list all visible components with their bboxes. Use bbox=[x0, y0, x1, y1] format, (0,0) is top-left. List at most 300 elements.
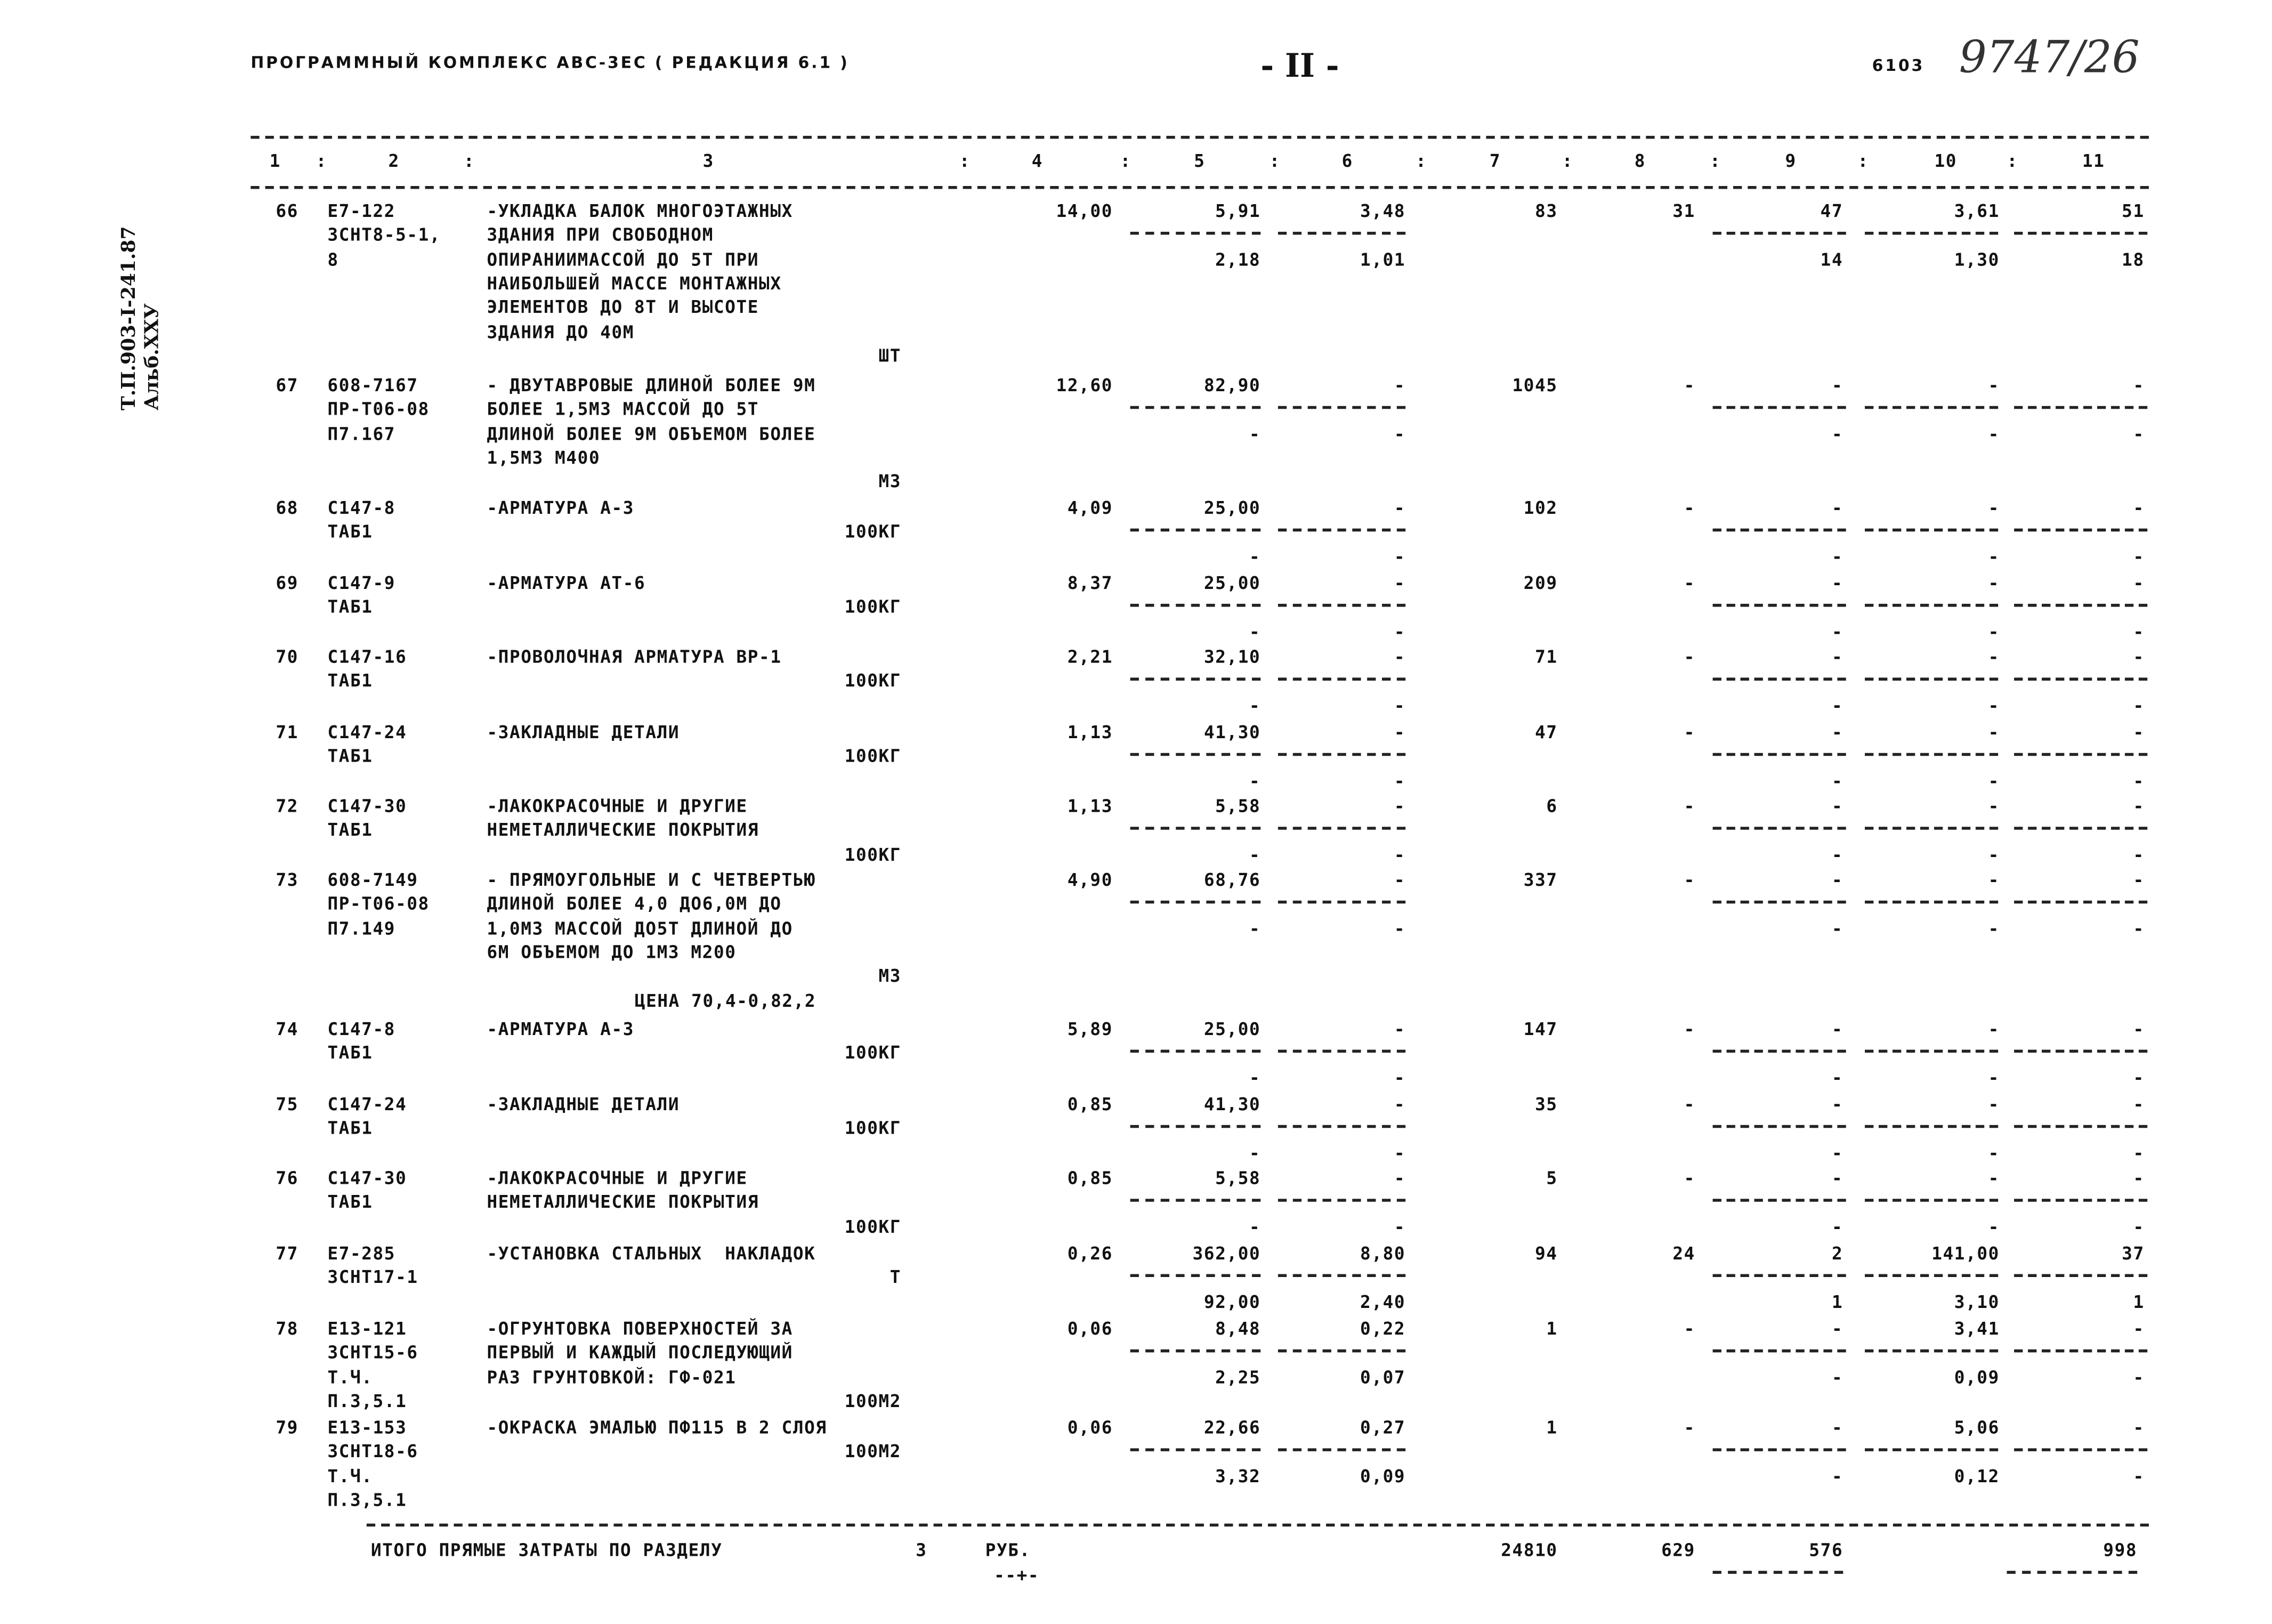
row-col9-rule bbox=[1713, 232, 1846, 236]
row-col5-top: 25,00 bbox=[1203, 497, 1261, 519]
row-col9-top: - bbox=[1831, 869, 1844, 891]
row-col9-rule bbox=[1713, 1350, 1846, 1353]
row-col11-top: - bbox=[2133, 1318, 2145, 1339]
row-col10-bottom: 1,30 bbox=[1954, 249, 2000, 270]
row-col5-top: 362,00 bbox=[1192, 1243, 1261, 1264]
row-unit: 100КГ bbox=[844, 1216, 902, 1237]
row-col11-top: - bbox=[2133, 1168, 2145, 1189]
row-number: 68 bbox=[276, 497, 299, 519]
row-col5-top: 25,00 bbox=[1203, 572, 1261, 594]
row-col7: 337 bbox=[1523, 869, 1558, 891]
row-description-line: ЭЛЕМЕНТОВ ДО 8Т И ВЫСОТЕ bbox=[487, 297, 759, 318]
column-separator: : bbox=[1120, 150, 1131, 172]
row-description-line: НЕМЕТАЛЛИЧЕСКИЕ ПОКРЫТИЯ bbox=[487, 1192, 759, 1213]
row-col10-bottom: - bbox=[1988, 1216, 2000, 1237]
row-unit: 100КГ bbox=[844, 521, 902, 543]
row-col5-bottom: - bbox=[1249, 844, 1261, 865]
row-col5-rule bbox=[1130, 1126, 1261, 1129]
total-col9-rule bbox=[1713, 1571, 1844, 1574]
row-col7: 6 bbox=[1546, 796, 1558, 817]
row-description-line: -УКЛАДКА БАЛОК МНОГОЭТАЖНЫХ bbox=[487, 200, 793, 222]
row-col10-rule bbox=[1865, 901, 1998, 904]
row-col9-top: - bbox=[1831, 1318, 1844, 1339]
row-code-line: Е7-285 bbox=[327, 1243, 396, 1264]
row-col9-bottom: - bbox=[1831, 1142, 1844, 1163]
row-col7: 94 bbox=[1535, 1243, 1558, 1264]
row-col6-bottom: - bbox=[1394, 770, 1406, 791]
row-col5-bottom: 92,00 bbox=[1203, 1291, 1261, 1312]
row-col6-bottom: - bbox=[1394, 545, 1406, 567]
row-col6-bottom: - bbox=[1394, 1142, 1406, 1163]
row-col5-top: 25,00 bbox=[1203, 1019, 1261, 1040]
row-col5-top: 5,91 bbox=[1215, 200, 1261, 222]
row-col9-top: - bbox=[1831, 1094, 1844, 1115]
row-number: 69 bbox=[276, 572, 299, 594]
row-col10-rule bbox=[1865, 1126, 1998, 1129]
row-code-line: 608-7149 bbox=[327, 869, 418, 891]
row-col5-rule bbox=[1130, 754, 1261, 757]
row-col5-bottom: - bbox=[1249, 1066, 1261, 1088]
row-code-line: Е13-121 bbox=[327, 1318, 407, 1339]
row-col6-rule bbox=[1278, 1126, 1405, 1129]
row-col11-top: - bbox=[2133, 1417, 2145, 1438]
row-col9-rule bbox=[1713, 604, 1846, 608]
total-unit-mark: --+- bbox=[994, 1565, 1040, 1586]
total-col7: 24810 bbox=[1501, 1540, 1558, 1561]
row-col9-top: - bbox=[1831, 375, 1844, 396]
row-col9-rule bbox=[1713, 754, 1846, 757]
row-description-line: 1,5М3 М400 bbox=[487, 447, 601, 468]
side-label-line2: Альб.XXУ bbox=[142, 303, 164, 411]
row-code-line: С147-24 bbox=[327, 1094, 407, 1115]
row-code-line: С147-8 bbox=[327, 497, 396, 519]
column-header-1: 1 bbox=[269, 150, 281, 172]
row-col10-rule bbox=[1865, 678, 1998, 681]
row-description-line: -УСТАНОВКА СТАЛЬНЫХ НАКЛАДОК bbox=[487, 1243, 816, 1264]
row-unit: 100КГ bbox=[844, 746, 902, 767]
row-col4: 0,06 bbox=[1067, 1417, 1113, 1438]
row-col5-rule bbox=[1130, 1199, 1261, 1202]
row-col10-bottom: - bbox=[1988, 545, 2000, 567]
row-col7: 35 bbox=[1535, 1094, 1558, 1115]
row-col6-bottom: 0,09 bbox=[1360, 1465, 1406, 1486]
column-header-9: 9 bbox=[1785, 150, 1797, 172]
column-separator: : bbox=[1269, 150, 1281, 172]
row-col5-top: 41,30 bbox=[1203, 1094, 1261, 1115]
row-col5-top: 5,58 bbox=[1215, 1168, 1261, 1189]
row-col9-top: 2 bbox=[1831, 1243, 1844, 1264]
row-col5-bottom: 2,25 bbox=[1215, 1366, 1261, 1387]
row-col5-bottom: - bbox=[1249, 621, 1261, 642]
row-col5-bottom: 3,32 bbox=[1215, 1465, 1261, 1486]
row-unit: М3 bbox=[878, 471, 902, 492]
row-col6-top: - bbox=[1394, 722, 1406, 743]
row-col10-rule bbox=[1865, 754, 1998, 757]
row-col11-top: - bbox=[2133, 375, 2145, 396]
document-code: 6103 bbox=[1872, 56, 1925, 76]
row-col7: 83 bbox=[1535, 200, 1558, 222]
row-code-line: Е7-122 bbox=[327, 200, 396, 222]
row-col9-bottom: - bbox=[1831, 545, 1844, 567]
row-col10-top: - bbox=[1988, 1094, 2000, 1115]
row-col8: - bbox=[1684, 1318, 1695, 1339]
row-col6-rule bbox=[1278, 1449, 1405, 1452]
row-col5-bottom: - bbox=[1249, 545, 1261, 567]
row-code-line: С147-16 bbox=[327, 647, 407, 668]
row-col10-bottom: - bbox=[1988, 1142, 2000, 1163]
row-col5-rule bbox=[1130, 1350, 1261, 1353]
row-col10-rule bbox=[1865, 827, 1998, 830]
row-col10-top: - bbox=[1988, 796, 2000, 817]
row-col8: 24 bbox=[1672, 1243, 1695, 1264]
row-col11-bottom: - bbox=[2133, 1142, 2145, 1163]
row-col9-top: - bbox=[1831, 796, 1844, 817]
row-col9-top: - bbox=[1831, 497, 1844, 519]
row-code-line: Т.Ч. bbox=[327, 1465, 373, 1486]
row-col11-bottom: 1 bbox=[2133, 1291, 2145, 1312]
row-description-line: 1,0М3 МАССОЙ ДО5Т ДЛИНОЙ ДО bbox=[487, 917, 793, 939]
row-col10-rule bbox=[1865, 1050, 1998, 1053]
row-col11-rule bbox=[2014, 604, 2147, 608]
total-col8: 629 bbox=[1661, 1540, 1695, 1561]
row-col11-bottom: - bbox=[2133, 545, 2145, 567]
column-header-2: 2 bbox=[388, 150, 400, 172]
row-col11-bottom: - bbox=[2133, 844, 2145, 865]
row-col8: - bbox=[1684, 869, 1695, 891]
row-col11-top: - bbox=[2133, 497, 2145, 519]
side-label bbox=[119, 226, 165, 410]
row-col6-top: - bbox=[1394, 497, 1406, 519]
row-col9-bottom: - bbox=[1831, 423, 1844, 444]
row-code-line: С147-24 bbox=[327, 722, 407, 743]
row-unit: 100КГ bbox=[844, 1118, 902, 1139]
row-col8: - bbox=[1684, 375, 1695, 396]
row-col8: - bbox=[1684, 1019, 1695, 1040]
row-col10-bottom: 0,09 bbox=[1954, 1366, 2000, 1387]
row-col5-rule bbox=[1130, 1449, 1261, 1452]
row-code-line: ТАБ1 bbox=[327, 820, 373, 841]
row-col4: 0,85 bbox=[1067, 1168, 1113, 1189]
row-description-line: - ПРЯМОУГОЛЬНЫЕ И С ЧЕТВЕРТЬЮ bbox=[487, 869, 816, 891]
row-col9-bottom: - bbox=[1831, 1366, 1844, 1387]
row-col7: 147 bbox=[1523, 1019, 1558, 1040]
row-col11-rule bbox=[2014, 1126, 2147, 1129]
row-unit: 100М2 bbox=[844, 1441, 902, 1463]
column-separator: : bbox=[959, 150, 971, 172]
row-col6-rule bbox=[1278, 827, 1405, 830]
row-description-line: 6М ОБЪЕМОМ ДО 1М3 М200 bbox=[487, 941, 737, 963]
row-col9-rule bbox=[1713, 1126, 1846, 1129]
row-col6-rule bbox=[1278, 754, 1405, 757]
row-col6-rule bbox=[1278, 604, 1405, 608]
row-col6-rule bbox=[1278, 678, 1405, 681]
row-col10-rule bbox=[1865, 1199, 1998, 1202]
row-col8: 31 bbox=[1672, 200, 1695, 222]
row-col6-top: 3,48 bbox=[1360, 200, 1406, 222]
column-separator: : bbox=[2007, 150, 2018, 172]
row-col6-top: 0,22 bbox=[1360, 1318, 1406, 1339]
row-col9-bottom: - bbox=[1831, 694, 1844, 716]
row-col5-top: 8,48 bbox=[1215, 1318, 1261, 1339]
row-col6-bottom: - bbox=[1394, 621, 1406, 642]
column-header-10: 10 bbox=[1934, 150, 1958, 172]
total-col9: 576 bbox=[1809, 1540, 1844, 1561]
row-col11-top: - bbox=[2133, 1019, 2145, 1040]
row-col11-bottom: - bbox=[2133, 1366, 2145, 1387]
row-code-line: ПР-Т06-08 bbox=[327, 893, 430, 915]
row-col11-rule bbox=[2014, 1274, 2147, 1278]
row-col11-top: - bbox=[2133, 647, 2145, 668]
column-separator: : bbox=[464, 150, 475, 172]
row-number: 67 bbox=[276, 375, 299, 396]
row-description-line: ЗДАНИЯ ДО 40М bbox=[487, 321, 635, 342]
row-col11-rule bbox=[2014, 1449, 2147, 1452]
row-description-line: ЦЕНА 70,4-0,82,2 bbox=[634, 990, 816, 1011]
row-code-line: ПР-Т06-08 bbox=[327, 399, 430, 420]
row-col6-bottom: 2,40 bbox=[1360, 1291, 1406, 1312]
row-col6-top: - bbox=[1394, 796, 1406, 817]
row-col6-bottom: 1,01 bbox=[1360, 249, 1406, 270]
total-section: 3 bbox=[916, 1540, 927, 1561]
row-col5-top: 68,76 bbox=[1203, 869, 1261, 891]
row-number: 77 bbox=[276, 1243, 299, 1264]
row-col11-rule bbox=[2014, 1199, 2147, 1202]
row-col6-top: - bbox=[1394, 1019, 1406, 1040]
row-description-line: -ЗАКЛАДНЫЕ ДЕТАЛИ bbox=[487, 1094, 680, 1115]
row-code-line: ТАБ1 bbox=[327, 670, 373, 692]
row-col7: 1045 bbox=[1512, 375, 1558, 396]
row-col4: 14,00 bbox=[1056, 200, 1113, 222]
row-col6-rule bbox=[1278, 232, 1405, 236]
row-description-line: ОПИРАНИИМАССОЙ ДО 5Т ПРИ bbox=[487, 249, 759, 270]
total-col11-rule bbox=[2007, 1571, 2137, 1574]
row-col9-bottom: - bbox=[1831, 1465, 1844, 1486]
row-col5-rule bbox=[1130, 1274, 1261, 1278]
row-col6-rule bbox=[1278, 529, 1405, 532]
row-code-line: С147-30 bbox=[327, 796, 407, 817]
row-col4: 8,37 bbox=[1067, 572, 1113, 594]
row-col5-top: 22,66 bbox=[1203, 1417, 1261, 1438]
row-col7: 71 bbox=[1535, 647, 1558, 668]
row-col6-rule bbox=[1278, 407, 1405, 410]
row-unit: 100М2 bbox=[844, 1391, 902, 1411]
row-description-line: -ЛАКОКРАСОЧНЫЕ И ДРУГИЕ bbox=[487, 796, 748, 817]
row-col11-rule bbox=[2014, 529, 2147, 532]
page-number: - II - bbox=[1260, 47, 1339, 86]
row-col11-bottom: - bbox=[2133, 621, 2145, 642]
row-col9-top: - bbox=[1831, 722, 1844, 743]
row-code-line: Т.Ч. bbox=[327, 1366, 373, 1387]
row-description-line: -АРМАТУРА АТ-6 bbox=[487, 572, 646, 594]
row-col9-top: - bbox=[1831, 1019, 1844, 1040]
row-col11-bottom: 18 bbox=[2122, 249, 2145, 270]
row-description-line: РАЗ ГРУНТОВКОЙ: ГФ-021 bbox=[487, 1366, 737, 1387]
row-code-line: С147-30 bbox=[327, 1168, 407, 1189]
row-col6-top: 0,27 bbox=[1360, 1417, 1406, 1438]
row-col9-top: - bbox=[1831, 1417, 1844, 1438]
row-col11-rule bbox=[2014, 407, 2147, 410]
row-col11-bottom: - bbox=[2133, 1066, 2145, 1088]
row-col11-rule bbox=[2014, 1050, 2147, 1053]
row-description-line: НЕМЕТАЛЛИЧЕСКИЕ ПОКРЫТИЯ bbox=[487, 820, 759, 841]
row-code-line: С147-9 bbox=[327, 572, 396, 594]
total-col11: 998 bbox=[2103, 1540, 2138, 1561]
row-col10-top: - bbox=[1988, 722, 2000, 743]
column-header-8: 8 bbox=[1634, 150, 1646, 172]
row-col10-top: - bbox=[1988, 572, 2000, 594]
row-col9-rule bbox=[1713, 1449, 1846, 1452]
handwritten-number: 9747/26 bbox=[1959, 32, 2140, 84]
row-col9-top: - bbox=[1831, 1168, 1844, 1189]
side-label-line1: Т.П.903-I-241.87 bbox=[118, 226, 141, 411]
row-col11-bottom: - bbox=[2133, 770, 2145, 791]
row-col9-rule bbox=[1713, 678, 1846, 681]
column-separator: : bbox=[1710, 150, 1721, 172]
row-description-line: -АРМАТУРА А-3 bbox=[487, 1019, 635, 1040]
row-col6-rule bbox=[1278, 1274, 1405, 1278]
row-col5-bottom: - bbox=[1249, 694, 1261, 716]
row-col4: 0,26 bbox=[1067, 1243, 1113, 1264]
row-col6-rule bbox=[1278, 1350, 1405, 1353]
column-separator: : bbox=[1416, 150, 1427, 172]
row-col9-rule bbox=[1713, 1274, 1846, 1278]
row-description-line: ДЛИНОЙ БОЛЕЕ 4,0 ДО6,0М ДО bbox=[487, 893, 782, 915]
row-col6-top: - bbox=[1394, 1094, 1406, 1115]
row-col10-bottom: - bbox=[1988, 694, 2000, 716]
row-col10-bottom: 3,10 bbox=[1954, 1291, 2000, 1312]
row-col6-bottom: - bbox=[1394, 423, 1406, 444]
row-col9-rule bbox=[1713, 827, 1846, 830]
column-header-4: 4 bbox=[1031, 150, 1044, 172]
row-col10-top: - bbox=[1988, 647, 2000, 668]
row-number: 78 bbox=[276, 1318, 299, 1339]
row-number: 70 bbox=[276, 647, 299, 668]
row-col5-bottom: 2,18 bbox=[1215, 249, 1261, 270]
row-code-line: ТАБ1 bbox=[327, 1043, 373, 1064]
row-col5-bottom: - bbox=[1249, 423, 1261, 444]
row-col8: - bbox=[1684, 1094, 1695, 1115]
row-col10-bottom: - bbox=[1988, 1066, 2000, 1088]
row-col9-top: 47 bbox=[1820, 200, 1844, 222]
row-col7: 1 bbox=[1546, 1318, 1558, 1339]
row-col5-top: 5,58 bbox=[1215, 796, 1261, 817]
row-col8: - bbox=[1684, 1417, 1695, 1438]
row-col8: - bbox=[1684, 572, 1695, 594]
row-code-line: ТАБ1 bbox=[327, 746, 373, 767]
row-description-line: -ПРОВОЛОЧНАЯ АРМАТУРА ВР-1 bbox=[487, 647, 782, 668]
row-col10-top: 5,06 bbox=[1954, 1417, 2000, 1438]
column-header-11: 11 bbox=[2082, 150, 2105, 172]
row-unit: 100КГ bbox=[844, 670, 902, 692]
row-col11-top: - bbox=[2133, 572, 2145, 594]
row-col5-top: 82,90 bbox=[1203, 375, 1261, 396]
row-col8: - bbox=[1684, 722, 1695, 743]
row-col4: 1,13 bbox=[1067, 722, 1113, 743]
row-col10-rule bbox=[1865, 1274, 1998, 1278]
row-description-line: -ЗАКЛАДНЫЕ ДЕТАЛИ bbox=[487, 722, 680, 743]
row-col10-top: - bbox=[1988, 869, 2000, 891]
column-header-6: 6 bbox=[1341, 150, 1353, 172]
row-col11-rule bbox=[2014, 827, 2147, 830]
row-col6-top: - bbox=[1394, 572, 1406, 594]
row-col11-bottom: - bbox=[2133, 694, 2145, 716]
row-col4: 12,60 bbox=[1056, 375, 1113, 396]
row-col7: 5 bbox=[1546, 1168, 1558, 1189]
row-col5-bottom: - bbox=[1249, 1142, 1261, 1163]
row-col10-rule bbox=[1865, 407, 1998, 410]
row-description-line: ПЕРВЫЙ И КАЖДЫЙ ПОСЛЕДУЮЩИЙ bbox=[487, 1342, 793, 1363]
row-col10-bottom: - bbox=[1988, 844, 2000, 865]
row-col11-top: 51 bbox=[2122, 200, 2145, 222]
total-label: ИТОГО ПРЯМЫЕ ЗАТРАТЫ ПО РАЗДЕЛУ bbox=[371, 1540, 723, 1561]
row-col10-rule bbox=[1865, 1449, 1998, 1452]
total-rule bbox=[367, 1524, 2149, 1527]
row-code-line: П7.167 bbox=[327, 423, 396, 444]
row-code-line: П.3,5.1 bbox=[327, 1391, 407, 1411]
row-number: 74 bbox=[276, 1019, 299, 1040]
row-col6-top: - bbox=[1394, 375, 1406, 396]
row-col9-bottom: - bbox=[1831, 844, 1844, 865]
row-col10-rule bbox=[1865, 232, 1998, 236]
row-col10-top: 3,61 bbox=[1954, 200, 2000, 222]
row-col9-rule bbox=[1713, 1050, 1846, 1053]
row-code-line: ЗСНТ15-6 bbox=[327, 1342, 418, 1363]
row-col5-top: 32,10 bbox=[1203, 647, 1261, 668]
program-header: ПРОГРАММНЫЙ КОМПЛЕКС АВС-3ЕС ( РЕДАКЦИЯ 6.1 ) bbox=[250, 53, 850, 72]
column-separator: : bbox=[1562, 150, 1574, 172]
row-col6-top: 8,80 bbox=[1360, 1243, 1406, 1264]
row-code-line: 608-7167 bbox=[327, 375, 418, 396]
row-col7: 102 bbox=[1523, 497, 1558, 519]
row-col10-rule bbox=[1865, 1350, 1998, 1353]
row-col9-top: - bbox=[1831, 647, 1844, 668]
row-col11-rule bbox=[2014, 1350, 2147, 1353]
row-col10-bottom: - bbox=[1988, 770, 2000, 791]
row-col6-rule bbox=[1278, 1050, 1405, 1053]
row-code-line: ЗСНТ8-5-1, bbox=[327, 224, 441, 246]
row-col9-rule bbox=[1713, 901, 1846, 904]
row-col10-top: 141,00 bbox=[1931, 1243, 2000, 1264]
row-col5-rule bbox=[1130, 827, 1261, 830]
row-col4: 4,90 bbox=[1067, 869, 1113, 891]
row-col9-top: - bbox=[1831, 572, 1844, 594]
row-col11-top: - bbox=[2133, 1094, 2145, 1115]
row-code-line: П7.149 bbox=[327, 917, 396, 939]
row-col8: - bbox=[1684, 497, 1695, 519]
row-unit: 100КГ bbox=[844, 844, 902, 865]
row-col11-bottom: - bbox=[2133, 1216, 2145, 1237]
row-col4: 4,09 bbox=[1067, 497, 1113, 519]
row-col5-rule bbox=[1130, 407, 1261, 410]
row-code-line: С147-8 bbox=[327, 1019, 396, 1040]
row-col11-rule bbox=[2014, 678, 2147, 681]
row-unit: ШТ bbox=[878, 345, 902, 366]
header-rule-top bbox=[250, 136, 2149, 139]
row-col11-bottom: - bbox=[2133, 917, 2145, 939]
row-col11-rule bbox=[2014, 232, 2147, 236]
row-unit: 100КГ bbox=[844, 596, 902, 618]
row-col4: 2,21 bbox=[1067, 647, 1113, 668]
row-col11-top: - bbox=[2133, 869, 2145, 891]
row-col7: 209 bbox=[1523, 572, 1558, 594]
row-description-line: -ЛАКОКРАСОЧНЫЕ И ДРУГИЕ bbox=[487, 1168, 748, 1189]
row-col11-bottom: - bbox=[2133, 1465, 2145, 1486]
row-col10-bottom: - bbox=[1988, 621, 2000, 642]
row-col6-bottom: - bbox=[1394, 1216, 1406, 1237]
row-description-line: -ОКРАСКА ЭМАЛЬЮ ПФ115 В 2 СЛОЯ bbox=[487, 1417, 827, 1438]
total-unit: РУБ. bbox=[985, 1540, 1031, 1561]
row-col5-rule bbox=[1130, 529, 1261, 532]
